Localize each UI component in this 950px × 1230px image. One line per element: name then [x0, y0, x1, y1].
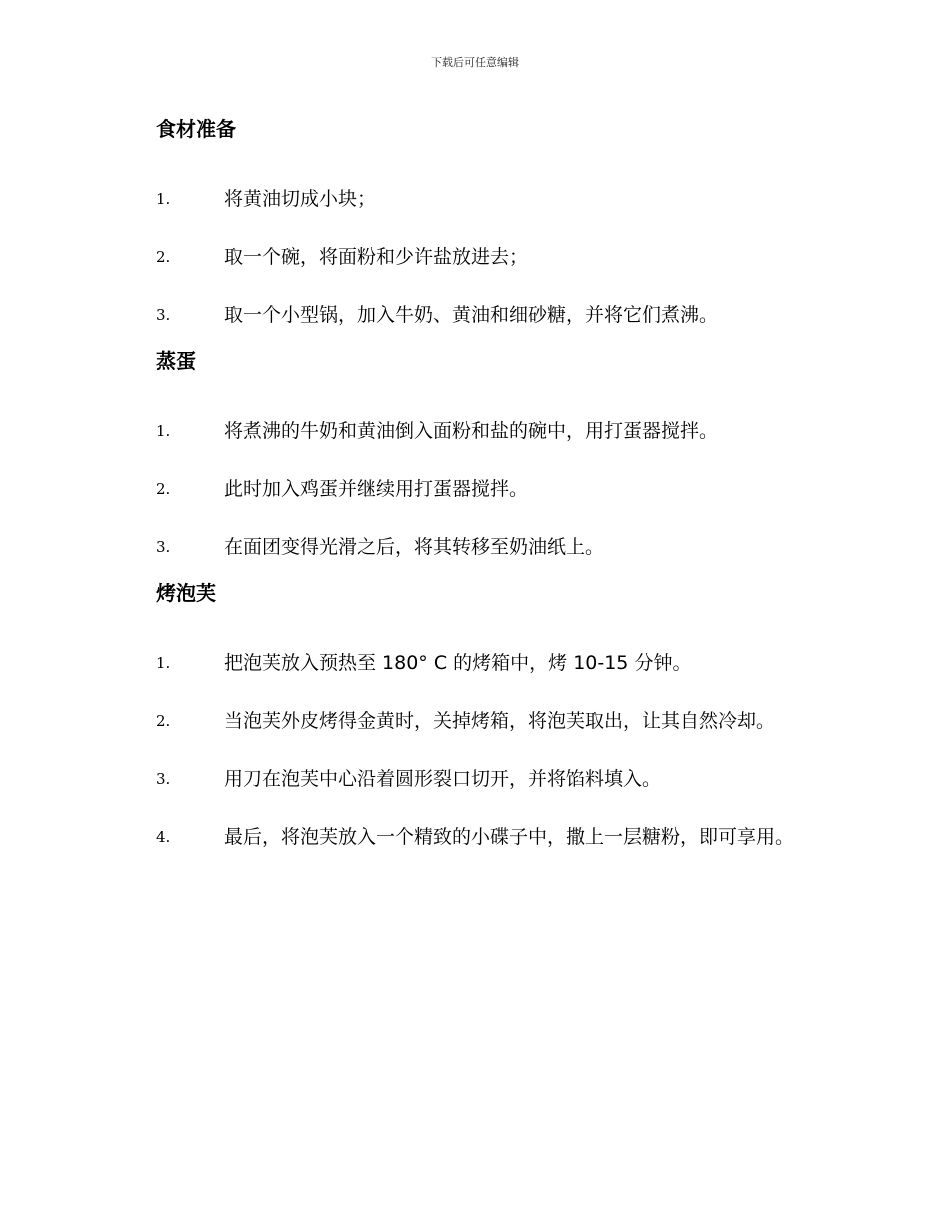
step-text: 用刀在泡芙中心沿着圆形裂口切开，并将馅料填入。: [224, 768, 662, 790]
step-text: 最后，将泡芙放入一个精致的小碟子中，撒上一层糖粉，即可享用。: [224, 826, 795, 848]
step-number: 3.: [156, 770, 171, 788]
list-item: [112, 518, 842, 576]
section-ingredients: [112, 112, 842, 344]
section-bake-puffs: [112, 576, 842, 866]
step-text: 在面团变得光滑之后，将其转移至奶油纸上。: [224, 536, 605, 558]
list-item: [112, 402, 842, 460]
step-number: 2.: [156, 712, 171, 730]
recipe-content: [112, 112, 842, 866]
step-number: 3.: [156, 306, 171, 324]
step-text: 取一个碗，将面粉和少许盐放进去；: [224, 246, 529, 268]
step-text: 取一个小型锅，加入牛奶、黄油和细砂糖，并将它们煮沸。: [224, 304, 719, 326]
section-title: 食材准备: [156, 117, 236, 141]
step-number: 1.: [156, 422, 171, 440]
step-number: 3.: [156, 538, 171, 556]
list-item: [112, 170, 842, 228]
section-title: 蒸蛋: [156, 349, 196, 373]
step-text: 把泡芙放入预热至 180° C 的烤箱中，烤 10-15 分钟。: [224, 652, 692, 674]
list-item: [112, 228, 842, 286]
list-item: [112, 808, 842, 866]
list-item: [112, 692, 842, 750]
page-header-note: 下载后可任意编辑: [431, 56, 519, 69]
step-text: 此时加入鸡蛋并继续用打蛋器搅拌。: [224, 478, 529, 500]
step-text: 将煮沸的牛奶和黄油倒入面粉和盐的碗中，用打蛋器搅拌。: [224, 420, 719, 442]
list-item: [112, 750, 842, 808]
step-number: 4.: [156, 828, 171, 846]
list-item: [112, 460, 842, 518]
section-steam-egg: [112, 344, 842, 576]
step-text: 当泡芙外皮烤得金黄时，关掉烤箱，将泡芙取出，让其自然冷却。: [224, 710, 776, 732]
list-item: [112, 286, 842, 344]
step-number: 2.: [156, 480, 171, 498]
step-number: 1.: [156, 654, 171, 672]
step-number: 2.: [156, 248, 171, 266]
step-number: 1.: [156, 190, 171, 208]
list-item: [112, 634, 842, 692]
step-text: 将黄油切成小块；: [224, 188, 377, 210]
section-title: 烤泡芙: [156, 581, 216, 605]
